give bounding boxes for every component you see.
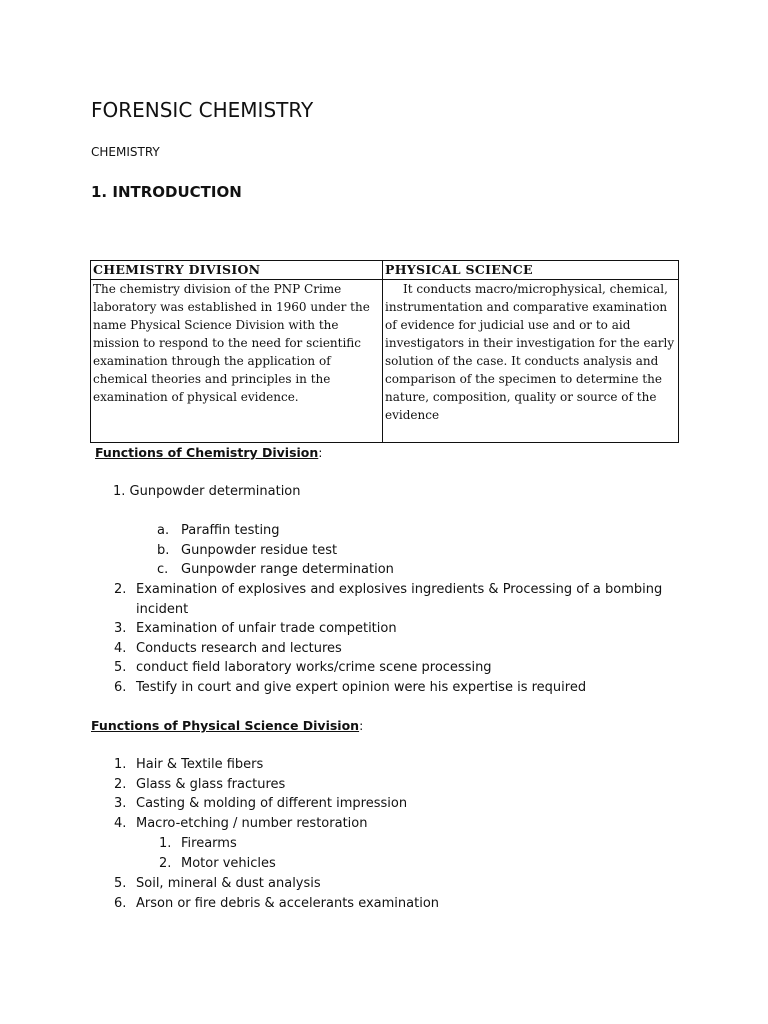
list-item: 6. Testify in court and give expert opinion were his expertise is required — [114, 679, 587, 695]
list-item: b. Gunpowder residue test — [157, 542, 338, 558]
phys-functions-colon: : — [359, 718, 364, 733]
phys-function-list-cont — [114, 874, 440, 913]
list-item: 5. conduct field laboratory works/crime scene processing — [114, 660, 492, 676]
chem-functions-label — [95, 445, 323, 460]
list-item: c. Gunpowder range determination — [157, 562, 394, 578]
document-subtitle: CHEMISTRY — [91, 145, 160, 159]
phys-functions-label — [91, 718, 363, 733]
table-header-chemistry: CHEMISTRY DIVISION — [91, 261, 383, 280]
list-item: 4. Macro-etching / number restoration — [114, 815, 368, 831]
table-cell-chemistry: The chemistry division of the PNP Crime laboratory was established in 1960 under the name Physical Science Division with the mission to respond to the need for scientific examination through the application of chemical theories and principles in the examination of physical evidence. — [91, 280, 383, 443]
list-item: 3. Casting & molding of different impression — [114, 796, 408, 812]
division-table — [90, 260, 679, 443]
list-item: 3. Examination of unfair trade competition — [114, 621, 397, 637]
list-item: 1. Hair & Textile fibers — [114, 757, 264, 772]
phys-functions-label-text: Functions of Physical Science Division — [91, 718, 360, 733]
list-item: 1. Firearms — [159, 836, 237, 851]
list-item: 2. Motor vehicles — [159, 855, 276, 871]
list-item: 2. Glass & glass fractures — [114, 776, 286, 792]
list-item: 4. Conducts research and lectures — [114, 640, 342, 656]
chem-function-list — [114, 580, 663, 698]
chem-functions-colon: : — [318, 445, 323, 460]
section-heading: 1. INTRODUCTION — [91, 183, 242, 201]
phys-function-list — [114, 755, 408, 833]
list-item-continuation: incident — [136, 601, 189, 617]
chem-sub-list — [157, 521, 394, 580]
table-header-physical: PHYSICAL SCIENCE — [383, 261, 679, 280]
list-item: 5. Soil, mineral & dust analysis — [114, 876, 321, 891]
list-item: 2. Examination of explosives and explosives ingredients & Processing of a bombing — [114, 582, 663, 597]
document-title: FORENSIC CHEMISTRY — [91, 98, 314, 122]
chem-functions-label-text: Functions of Chemistry Division — [95, 445, 319, 460]
list-item: a. Paraffin testing — [157, 523, 280, 538]
list-item: 6. Arson or fire debris & accelerants examination — [114, 895, 440, 911]
table-cell-physical: It conducts macro/microphysical, chemical, instrumentation and comparative examination of evidence for judicial use and or to aid investigators in their investigation for the early solution of the case. It conducts analysis and comparison of the specimen to determine the nature, composition, quality or source of the evidence — [383, 280, 679, 443]
phys-sub-list — [159, 834, 276, 873]
chem-function-1: 1. Gunpowder determination — [113, 484, 301, 499]
